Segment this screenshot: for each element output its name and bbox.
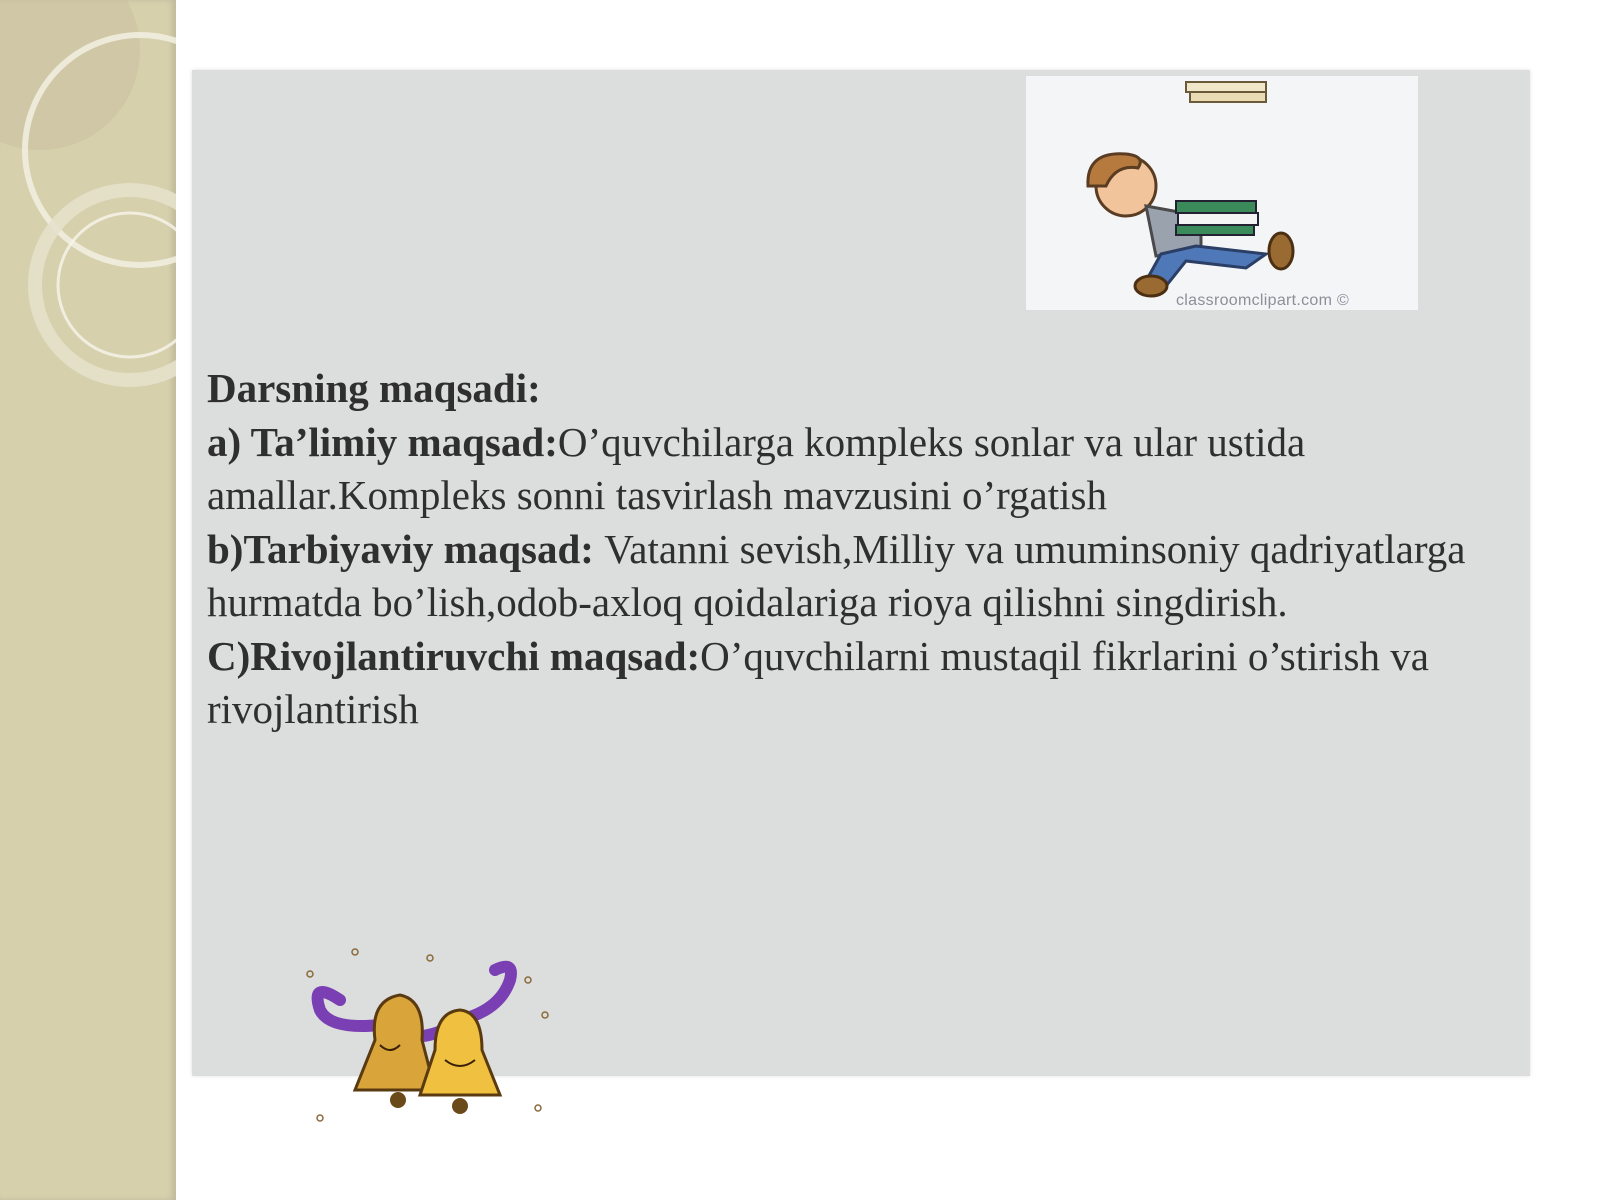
boy-carrying-books-image [1026, 76, 1418, 310]
bells-image [300, 940, 560, 1140]
goal-text: O’quvchilarni mustaqil fikrlarini o’stirish va rivojlantirish [207, 632, 1429, 732]
lesson-goals-text [207, 362, 1517, 737]
goal-upbringing [207, 523, 1517, 630]
goal-label: a) Ta’limiy maqsad: [207, 418, 558, 465]
ringing-bells-icon [300, 940, 560, 1140]
goal-developmental [207, 630, 1517, 737]
goal-label: C)Rivojlantiruvchi maqsad: [207, 632, 701, 679]
goal-text: O’quvchilarga kompleks sonlar va ular ustida amallar.Kompleks sonni tasvirlash mavzusini o’rgatish [207, 418, 1306, 518]
slide-heading: Darsning maqsadi: [207, 365, 541, 411]
boy-carrying-books-icon [1026, 76, 1418, 310]
goal-educational [207, 416, 1517, 523]
decorative-rings [0, 0, 176, 400]
goal-label: b)Tarbiyaviy maqsad: [207, 525, 605, 572]
clipart-watermark: classroomclipart.com © [1176, 292, 1350, 309]
goal-text: Vatanni sevish,Milliy va umuminsoniy qadriyatlarga hurmatda bo’lish,odob-axloq qoidalariga rioya qilishni singdirish. [207, 525, 1466, 625]
